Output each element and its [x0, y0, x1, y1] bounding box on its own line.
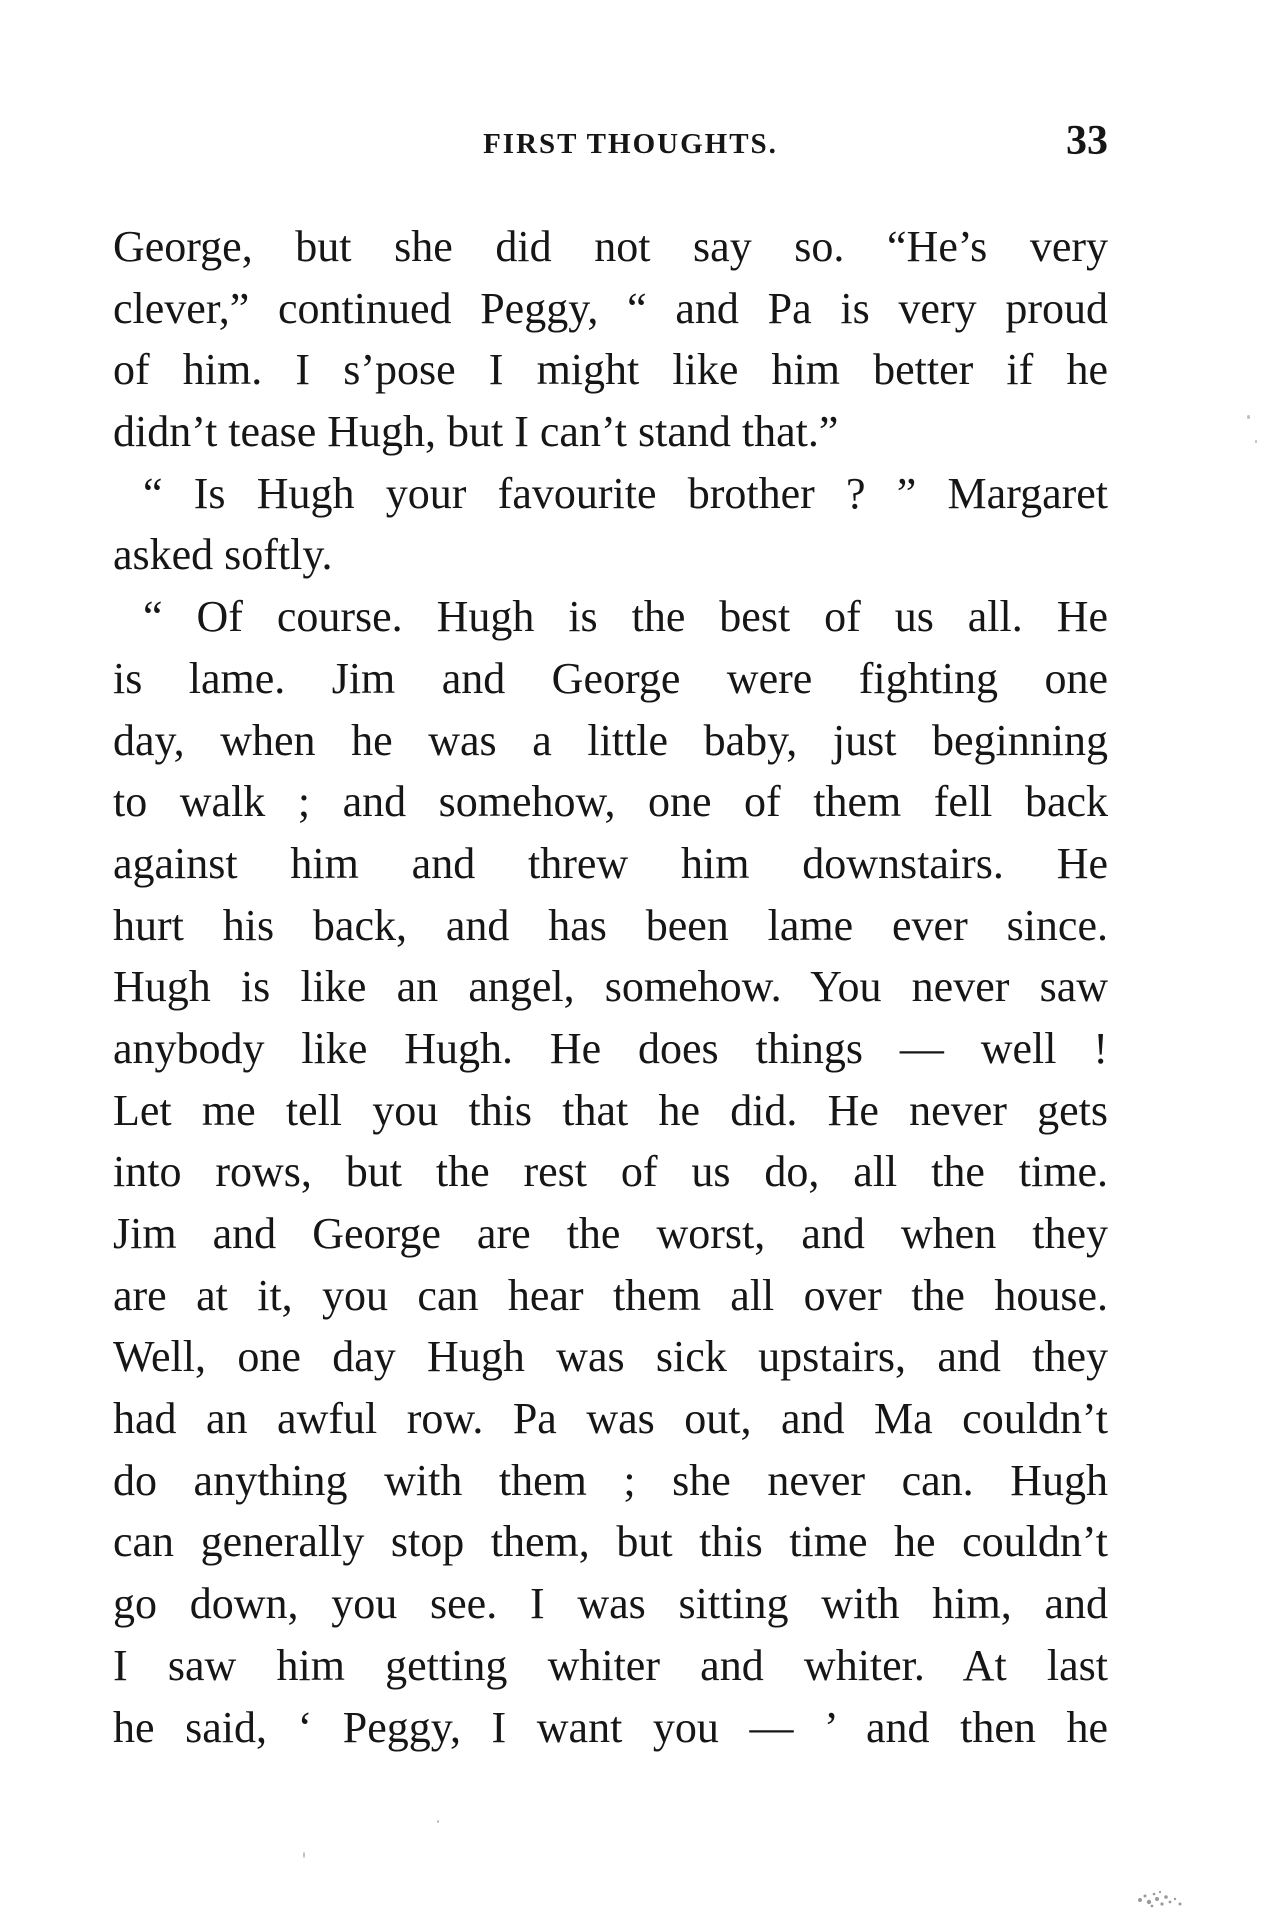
- text-line: Hugh is like an angel, somehow. You never saw: [113, 962, 1108, 1012]
- text-line: had an awful row. Pa was out, and Ma couldn’t: [113, 1394, 1108, 1444]
- ink-smudge-icon: [1132, 1880, 1192, 1910]
- paper-speck: [1255, 440, 1257, 443]
- text-line: Let me tell you this that he did. He never gets: [113, 1085, 1108, 1135]
- text-line: Well, one day Hugh was sick upstairs, and they: [113, 1332, 1108, 1382]
- text-line: “ Is Hugh your favourite brother ? ” Margaret: [143, 468, 1108, 518]
- text-line: are at it, you can hear them all over the house.: [113, 1270, 1108, 1320]
- text-line: Jim and George are the worst, and when they: [113, 1209, 1108, 1258]
- text-line: do anything with them ; she never can. Hugh: [113, 1455, 1108, 1505]
- text-line: day, when he was a little baby, just beginning: [113, 715, 1108, 765]
- text-line: anybody like Hugh. He does things — well !: [113, 1023, 1108, 1073]
- text-line: George, but she did not say so. “He’s very: [113, 222, 1108, 271]
- text-line: to walk ; and somehow, one of them fell back: [113, 777, 1108, 827]
- text-line: can generally stop them, but this time he couldn’t: [113, 1517, 1108, 1567]
- text-line: of him. I s’pose I might like him better if he: [113, 345, 1108, 395]
- text-line: is lame. Jim and George were fighting one: [113, 653, 1108, 703]
- running-title: FIRST THOUGHTS.: [483, 128, 778, 160]
- text-line: didn’t tease Hugh, but I can’t stand that.”: [113, 407, 839, 457]
- text-line: he said, ‘ Peggy, I want you — ’ and then he: [113, 1702, 1108, 1752]
- text-line: I saw him getting whiter and whiter. At last: [113, 1640, 1108, 1690]
- text-line: clever,” continued Peggy, “ and Pa is very proud: [113, 283, 1108, 333]
- text-line: into rows, but the rest of us do, all the time.: [113, 1147, 1108, 1197]
- text-line: asked softly.: [113, 530, 333, 580]
- text-line: “ Of course. Hugh is the best of us all. He: [143, 592, 1108, 642]
- text-line: against him and threw him downstairs. He: [113, 838, 1108, 888]
- running-head: [113, 120, 1108, 170]
- paper-speck: [437, 1820, 439, 1823]
- paper-speck: [303, 1852, 305, 1858]
- text-block: [113, 216, 1108, 1758]
- text-line: go down, you see. I was sitting with him, and: [113, 1579, 1108, 1629]
- page-number: 33: [1066, 118, 1108, 164]
- text-line: hurt his back, and has been lame ever since.: [113, 900, 1108, 950]
- paper-speck: [1247, 415, 1250, 419]
